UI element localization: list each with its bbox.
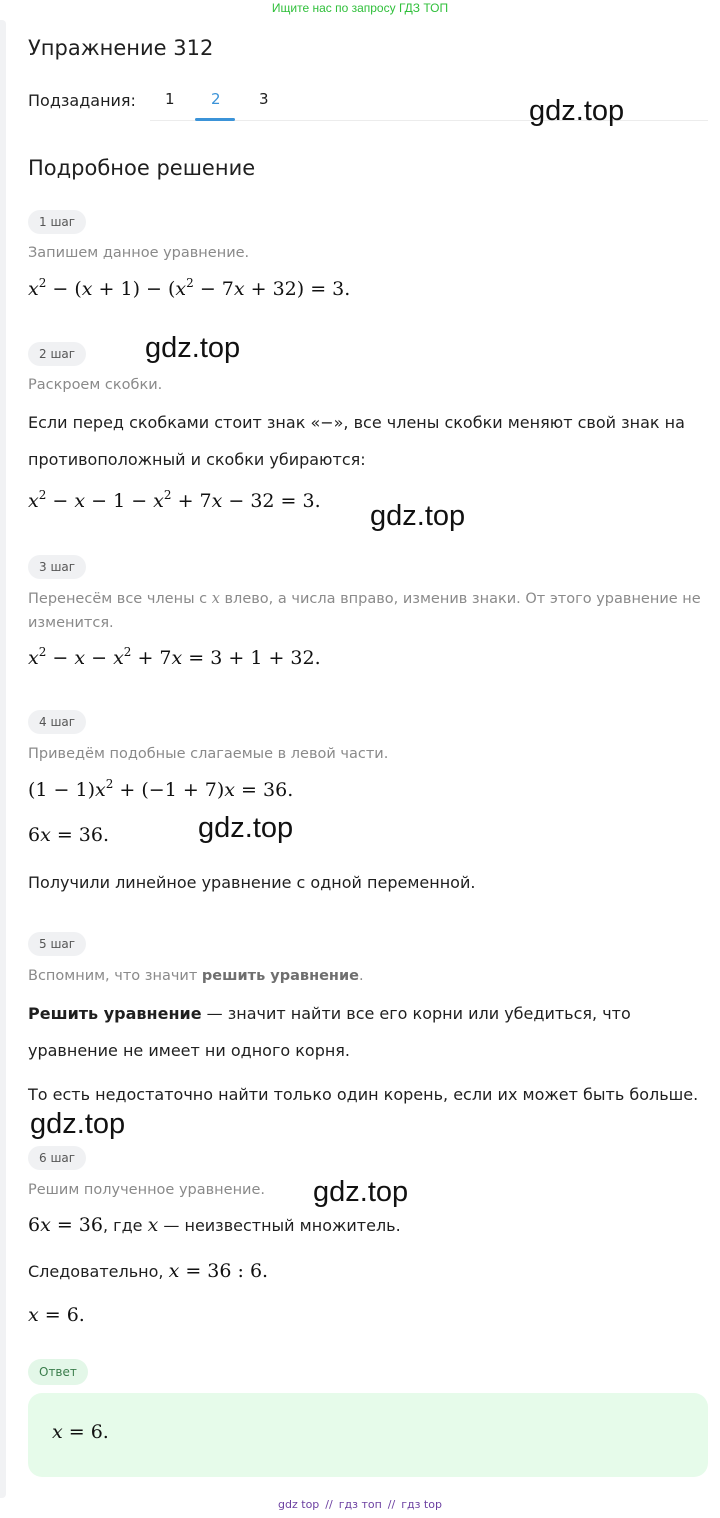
card-left-edge: [0, 20, 6, 1498]
page-title: Упражнение 312: [28, 36, 214, 60]
watermark: gdz.top: [30, 1108, 126, 1140]
footer-link[interactable]: gdz top: [278, 1498, 320, 1511]
footer-link[interactable]: гдз топ: [338, 1498, 382, 1511]
solution-heading: Подробное решение: [28, 156, 256, 180]
search-banner: Ищите нас по запросу ГДЗ ТОП: [271, 1, 449, 15]
step-hint: Запишем данное уравнение.: [28, 245, 250, 261]
step-text: То есть недостаточно найти только один корень, если их может быть больше.: [28, 1085, 699, 1104]
step-text: Если перед скобками стоит знак «−», все члены скобки меняют свой знак на: [28, 413, 685, 432]
step-text: Следовательно, x = 36 : 6.: [28, 1260, 269, 1282]
step-badge: 2 шаг: [28, 342, 86, 366]
equation: 6x = 36.: [28, 824, 110, 846]
subtask-tab-3[interactable]: 3: [259, 90, 269, 108]
watermark: gdz.top: [529, 95, 625, 127]
footer-separator: //: [325, 1498, 333, 1511]
subtask-tab-2[interactable]: 2: [211, 90, 221, 108]
step-hint: изменится.: [28, 615, 114, 631]
step-badge: 6 шаг: [28, 1146, 86, 1170]
step-text: Получили линейное уравнение с одной переменной.: [28, 873, 476, 892]
equation: $(1 - 1)x^2 + (-1 + 7)x = 36$.: [28, 777, 294, 801]
answer-box: [28, 1393, 708, 1477]
watermark: gdz.top: [145, 332, 241, 364]
equation: $x^2 - x - 1 - x^2 + 7x - 32 = 3$.: [28, 488, 321, 512]
step-badge: 4 шаг: [28, 710, 86, 734]
watermark: gdz.top: [198, 812, 294, 844]
answer-value: x = 6.: [52, 1421, 109, 1443]
subtask-tab-1[interactable]: 1: [165, 90, 175, 108]
step-badge: 3 шаг: [28, 555, 86, 579]
subtasks-label: Подзадания:: [28, 91, 136, 110]
step-hint: Раскроем скобки.: [28, 377, 163, 393]
step-text: противоположный и скобки убираются:: [28, 450, 366, 469]
active-tab-indicator: [195, 118, 235, 121]
step-hint: Перенесём все члены с x влево, а числа вправо, изменив знаки. От этого уравнение не: [28, 591, 701, 607]
step-hint: Решим полученное уравнение.: [28, 1182, 266, 1198]
step-hint: Приведём подобные слагаемые в левой части.: [28, 746, 389, 762]
step-hint: Вспомним, что значит решить уравнение.: [28, 968, 364, 984]
step-text: 6x = 36, где x — неизвестный множитель.: [28, 1214, 401, 1236]
step-badge: 1 шаг: [28, 210, 86, 234]
footer-links: [0, 1498, 720, 1511]
footer-separator: //: [387, 1498, 396, 1511]
footer-link[interactable]: гдз top: [401, 1498, 442, 1511]
equation: x = 6.: [28, 1304, 85, 1326]
watermark: gdz.top: [313, 1176, 409, 1208]
step-text: уравнение не имеет ни одного корня.: [28, 1041, 351, 1060]
equation: $x^2 - x - x^2 + 7x = 3 + 1 + 32$.: [28, 645, 321, 669]
step-badge: 5 шаг: [28, 932, 86, 956]
step-text: Решить уравнение — значит найти все его корни или убедиться, что: [28, 1004, 631, 1023]
equation: $x^2 - (x + 1) - (x^2 - 7x + 32) = 3$.: [28, 276, 351, 300]
watermark: gdz.top: [370, 500, 466, 532]
answer-badge: Ответ: [28, 1359, 88, 1385]
